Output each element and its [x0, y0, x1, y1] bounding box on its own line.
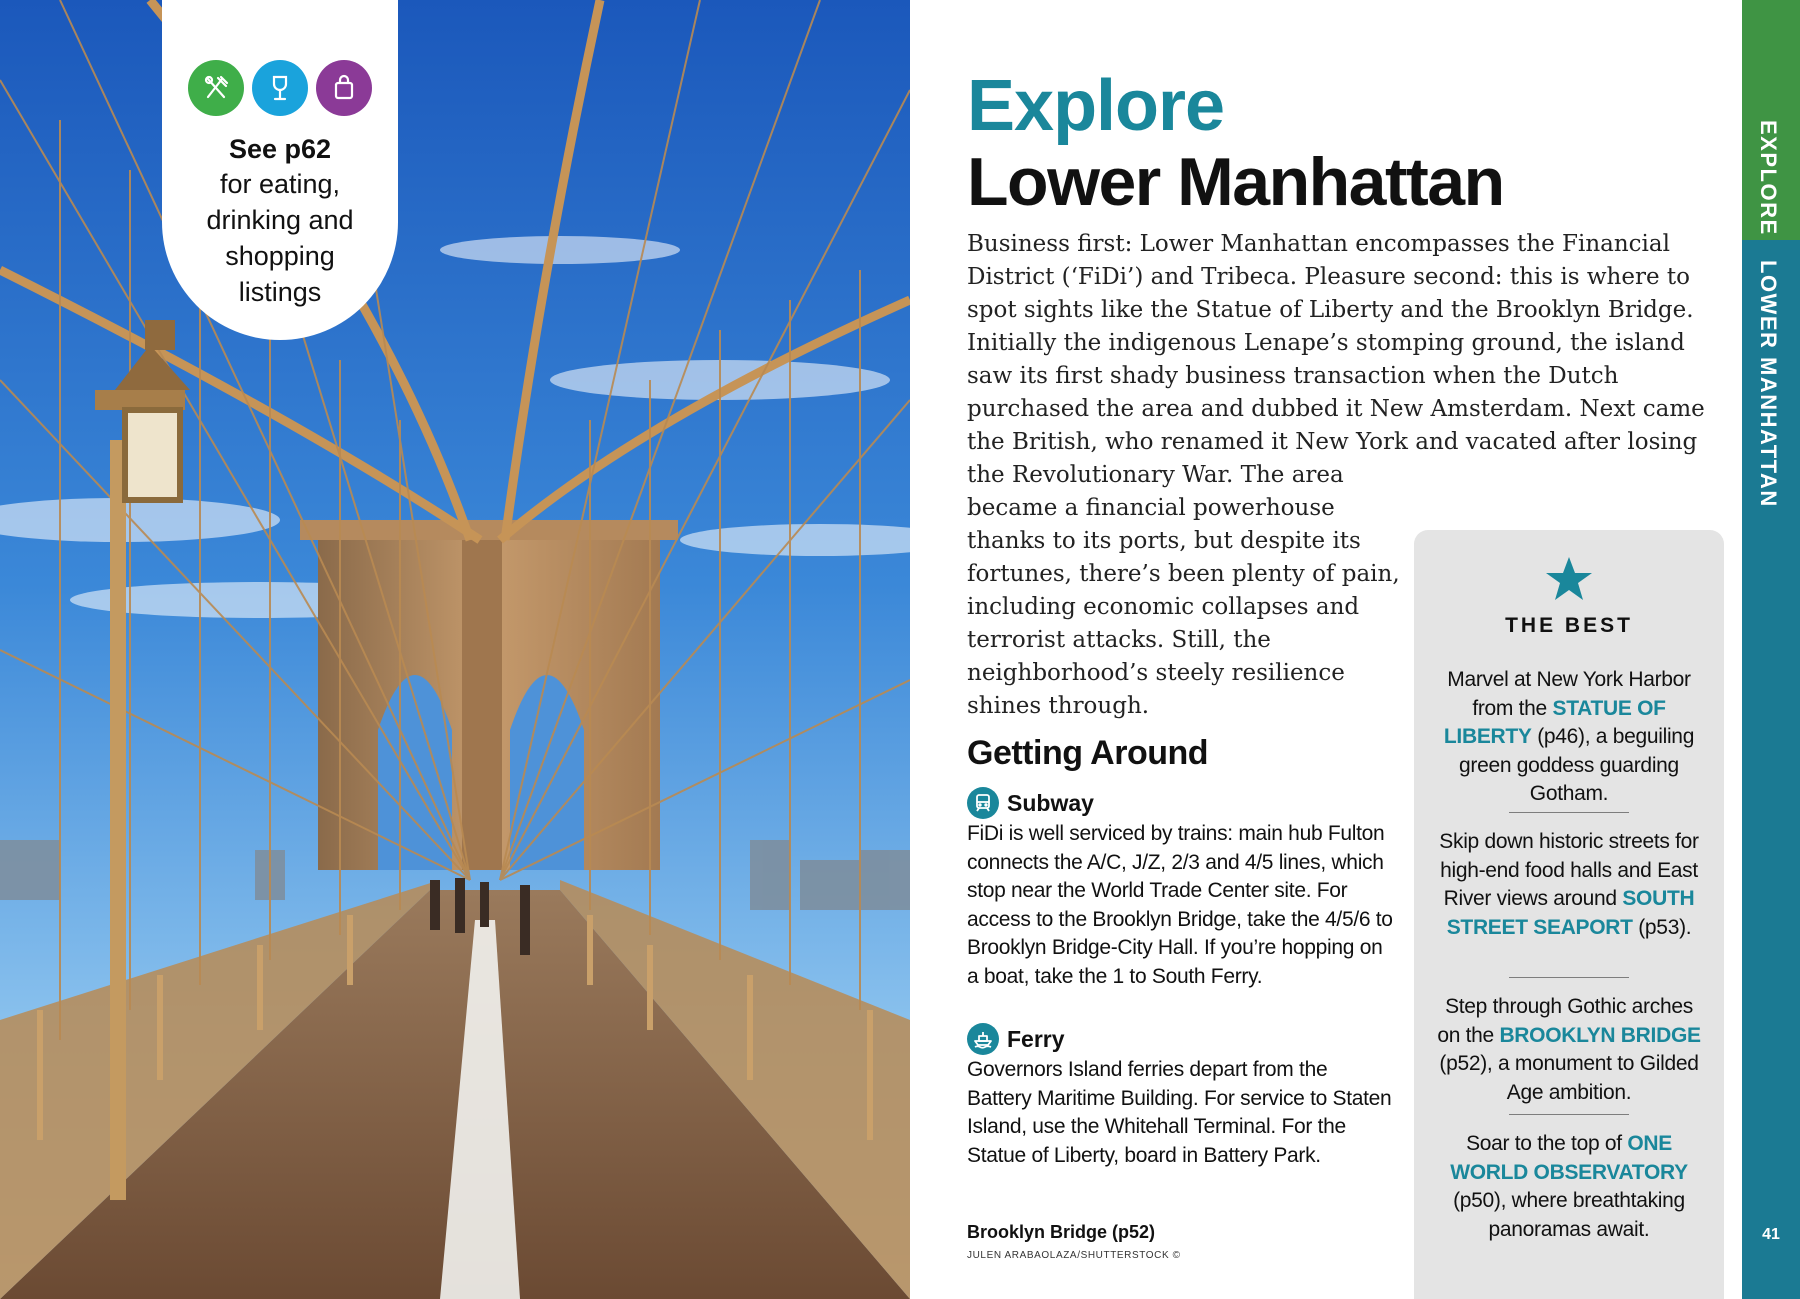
- photo-credit: JULEN ARABAOLAZA/SHUTTERSTOCK ©: [967, 1250, 1181, 1261]
- bridge-tower: [300, 520, 678, 870]
- best-item: [1434, 993, 1704, 1107]
- chapter-side-tab: [1742, 0, 1800, 1299]
- side-tab-area-label: LOWER MANHATTAN: [1756, 260, 1781, 508]
- transport-ferry: [967, 1022, 1397, 1170]
- photo-caption: Brooklyn Bridge (p52): [967, 1222, 1156, 1242]
- best-divider: [1509, 1114, 1629, 1115]
- star-icon: [1545, 555, 1593, 603]
- best-item-highlight: ONE WORLD OBSERVATORY: [1450, 1132, 1688, 1184]
- best-item-text: Marvel at New York Harbor from the: [1447, 668, 1691, 720]
- ferry-icon: [967, 1023, 999, 1055]
- subway-body: FiDi is well serviced by trains: main hub Fulton connects the A/C, J/Z, 2/3 and 4/5 lines, which stop near the World Trade Center site. For access to the Brooklyn Bridge, take the 4/5/6 to Brooklyn Bridge-City Hall. If you’re hopping on a boat, take the 1 to South Ferry.: [967, 822, 1393, 988]
- best-item-text: Soar to the top of: [1466, 1132, 1628, 1155]
- shopping-bag-icon: [316, 60, 372, 116]
- side-tab-section: [1742, 0, 1800, 240]
- side-tab-section-label: EXPLORE: [1756, 120, 1781, 236]
- the-best-title: THE BEST: [1505, 614, 1633, 637]
- ferry-title: Ferry: [1007, 1025, 1065, 1052]
- best-item-text: (p50), where breathtaking panoramas await.: [1453, 1189, 1685, 1241]
- best-item: [1434, 666, 1704, 809]
- best-item-highlight: SOUTH STREET SEAPORT: [1446, 887, 1695, 939]
- wine-glass-icon: [252, 60, 308, 116]
- page-number: 41: [1762, 1226, 1780, 1243]
- badge-icon-row: [162, 60, 398, 116]
- best-divider: [1509, 812, 1629, 813]
- side-tab-area: [1742, 240, 1800, 1299]
- ferry-body: Governors Island ferries depart from the Battery Maritime Building. For service to Staten Island, use the Whitehall Terminal. For the Statue of Liberty, board in Battery Park.: [967, 1058, 1392, 1167]
- best-item-text: (p52), a monument to Gilded Age ambition.: [1439, 1052, 1699, 1104]
- fork-knife-icon: [188, 60, 244, 116]
- subway-icon: [967, 787, 999, 819]
- subway-title: Subway: [1007, 789, 1094, 816]
- the-best-box: [1414, 530, 1724, 1299]
- intro-paragraph: Business first: Lower Manhattan encompasses the Financial District (‘FiDi’) and Tribeca. Pleasure second: this is where to spot sights like the Statue of Liberty and the Brooklyn Bridge. Initially the indigenous Lenape’s stomping ground, the island saw its first shady business transaction when the Dutch purchased the area and dubbed it New Amsterdam. Next came the British, who renamed it New York and vacated after losing the Revolutionary War. The area became a financial powerhouse thanks to its ports, but despite its fortunes, there’s been plenty of pain, including economic collapses and terrorist attacks. Still, the neighborhood’s steely resilience shines through.: [967, 231, 1705, 719]
- best-item-text: (p46), a beguiling green goddess guarding Gotham.: [1459, 725, 1695, 806]
- badge-description: for eating, drinking and shopping listings: [206, 169, 354, 307]
- transport-subway: [967, 786, 1397, 992]
- best-divider: [1509, 977, 1629, 978]
- best-item: [1434, 1130, 1704, 1244]
- best-item-text: Step through Gothic arches on the: [1437, 995, 1693, 1047]
- see-listings-badge: [162, 0, 398, 340]
- best-item: [1434, 828, 1704, 942]
- getting-around-heading: Getting Around: [967, 734, 1209, 772]
- best-item-highlight: STATUE OF LIBERTY: [1443, 696, 1666, 749]
- best-item-text: (p53).: [1632, 915, 1692, 939]
- badge-page-ref: See p62: [228, 134, 332, 164]
- best-item-highlight: BROOKLYN BRIDGE: [1499, 1023, 1701, 1047]
- page-title-explore: Explore: [967, 66, 1225, 146]
- page-title-area: Lower Manhattan: [967, 144, 1504, 220]
- best-item-text: Skip down historic streets for high-end food halls and East River views around: [1439, 830, 1699, 911]
